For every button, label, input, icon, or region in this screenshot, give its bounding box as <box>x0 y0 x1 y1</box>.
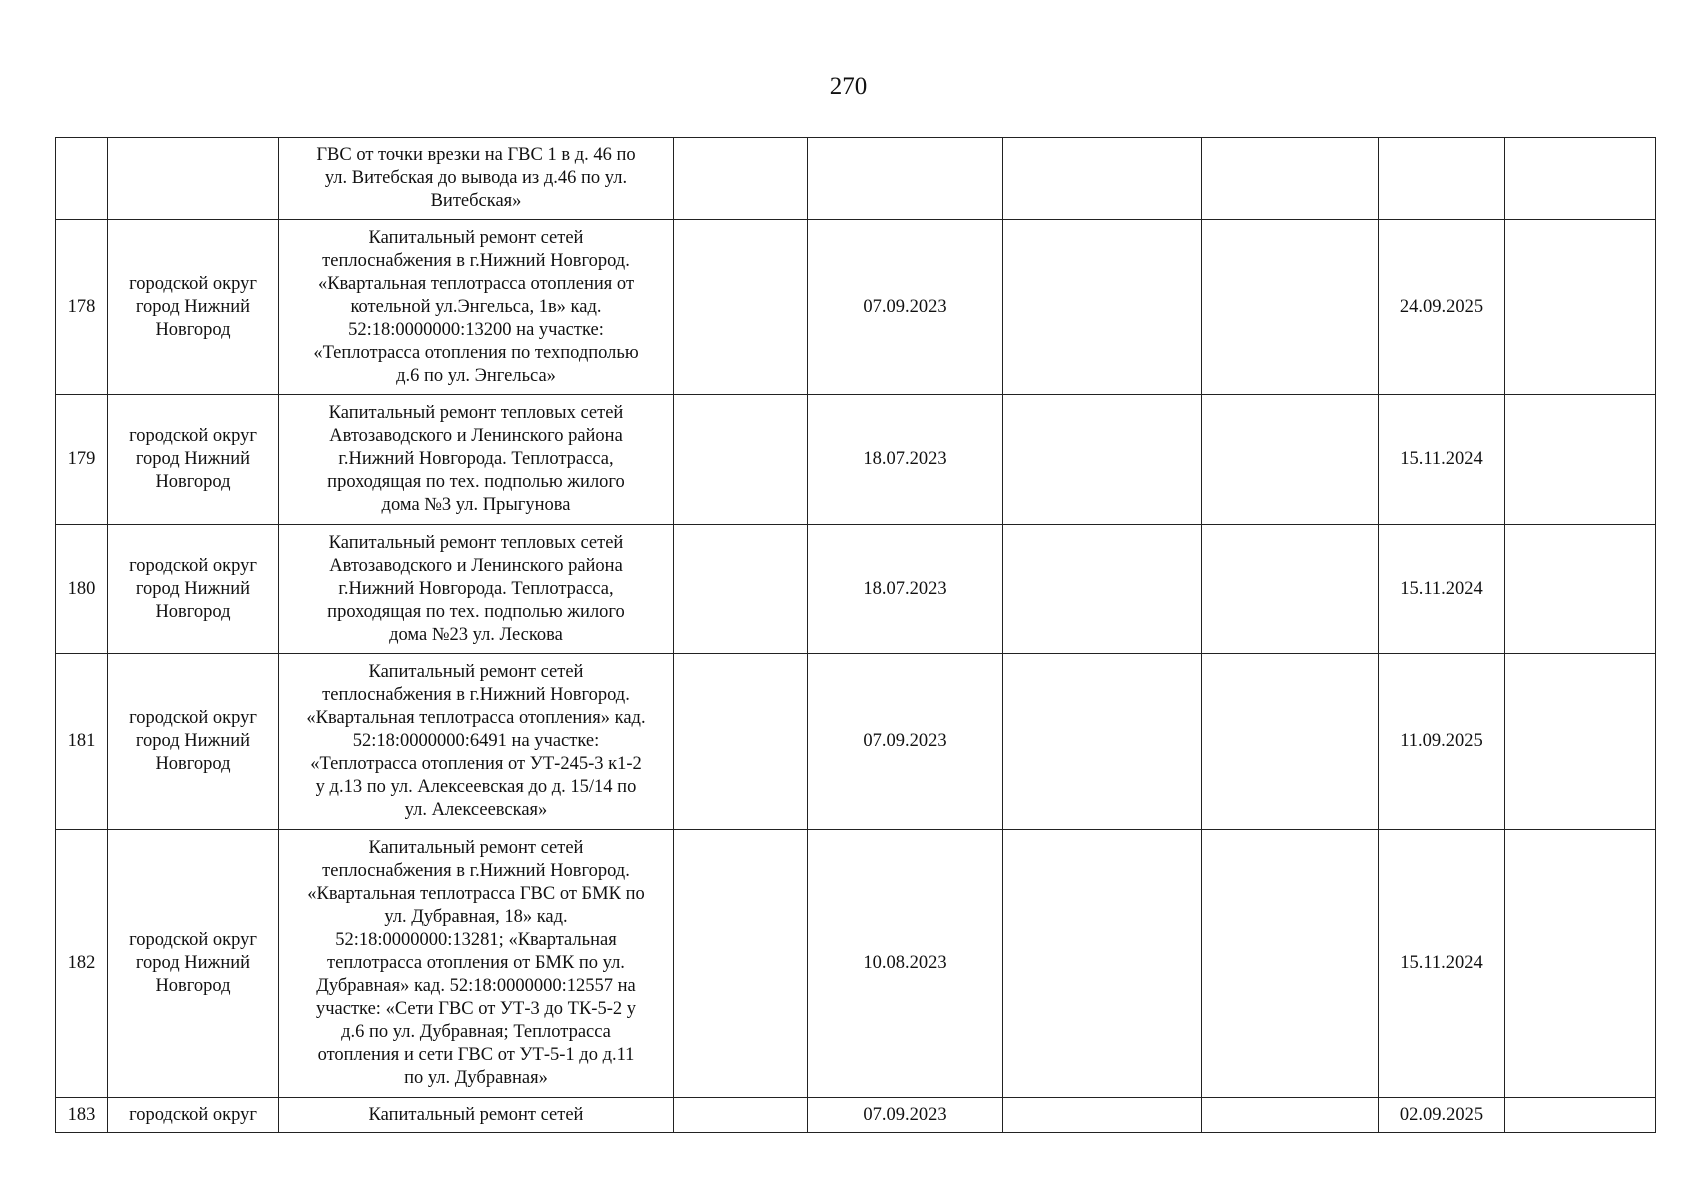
column-9-cell <box>1505 395 1656 525</box>
start-date-cell: 07.09.2023 <box>808 1098 1003 1133</box>
municipality-cell-line: городской округ <box>129 426 257 446</box>
municipality-cell <box>108 525 279 654</box>
table-row <box>56 395 1656 525</box>
table-row <box>56 654 1656 830</box>
work-description-cell-line: теплоснабжения в г.Нижний Новгород. <box>322 861 630 881</box>
start-date-cell: 18.07.2023 <box>808 525 1003 654</box>
work-description-cell-line: дома №23 ул. Лескова <box>389 624 563 645</box>
end-date-cell <box>1379 138 1505 220</box>
column-9-cell <box>1505 138 1656 220</box>
start-date-cell: 07.09.2023 <box>808 220 1003 395</box>
work-description-cell-line: Капитальный ремонт сетей <box>368 662 584 682</box>
municipality-cell-line: городской округ <box>129 273 257 294</box>
table-row <box>56 1098 1656 1133</box>
municipality-cell <box>108 1098 279 1133</box>
row-number-cell: 180 <box>56 525 108 654</box>
municipality-cell-line: Новгород <box>155 472 231 492</box>
work-description-cell-line: Капитальный ремонт тепловых сетей <box>328 532 624 553</box>
column-9-cell <box>1505 220 1656 395</box>
work-description-cell-line: проходящая по тех. подполью жилого <box>327 472 625 492</box>
municipality-cell-line: городской округ <box>129 1104 257 1125</box>
page-number: 270 <box>829 73 868 100</box>
column-6-cell <box>1003 830 1202 1098</box>
column-7-cell <box>1202 525 1379 654</box>
work-description-cell-line: дома №3 ул. Прыгунова <box>381 495 571 515</box>
work-description-cell-line: отопления и сети ГВС от УТ-5-1 до д.11 <box>317 1045 635 1065</box>
work-description-cell-line: ул. Дубравная, 18» кад. <box>384 907 568 927</box>
column-9-cell <box>1505 830 1656 1098</box>
column-6-cell <box>1003 138 1202 220</box>
end-date-cell: 11.09.2025 <box>1379 654 1505 830</box>
column-6-cell <box>1003 395 1202 525</box>
municipality-cell-line: город Нижний <box>135 578 251 599</box>
column-4-cell <box>674 395 808 525</box>
column-4-cell <box>674 830 808 1098</box>
end-date-cell: 15.11.2024 <box>1379 525 1505 654</box>
row-number-cell <box>56 138 108 220</box>
municipality-cell-line: город Нижний <box>135 731 251 751</box>
work-description-cell-line: теплотрасса отопления от БМК по ул. <box>327 953 625 973</box>
table-row <box>56 220 1656 395</box>
work-description-cell-line: котельной ул.Энгельса, 1в» кад. <box>350 296 602 317</box>
column-6-cell <box>1003 525 1202 654</box>
work-description-cell-line: теплоснабжения в г.Нижний Новгород. <box>322 250 630 271</box>
column-4-cell <box>674 220 808 395</box>
start-date-cell: 07.09.2023 <box>808 654 1003 830</box>
work-description-cell-line: г.Нижний Новгорода. Теплотрасса, <box>338 578 614 599</box>
municipality-cell-line: Новгород <box>155 601 231 622</box>
table-row <box>56 525 1656 654</box>
works-table <box>55 137 1656 1133</box>
work-description-cell-line: ул. Витебская до вывода из д.46 по ул. <box>324 168 628 188</box>
row-number-cell: 179 <box>56 395 108 525</box>
column-7-cell <box>1202 830 1379 1098</box>
work-description-cell <box>279 395 674 525</box>
start-date-cell: 10.08.2023 <box>808 830 1003 1098</box>
work-description-cell <box>279 138 674 220</box>
municipality-cell-line: городской округ <box>129 708 257 728</box>
work-description-cell-line: «Теплотрасса отопления по техподполью <box>313 342 639 363</box>
table-row <box>56 830 1656 1098</box>
work-description-cell-line: Капитальный ремонт тепловых сетей <box>328 403 624 423</box>
work-description-cell-line: участке: «Сети ГВС от УТ-3 до ТК-5-2 у <box>316 999 636 1019</box>
work-description-cell-line: у д.13 по ул. Алексеевская до д. 15/14 по <box>315 777 637 797</box>
work-description-cell-line: 52:18:0000000:13200 на участке: <box>348 319 604 340</box>
column-7-cell <box>1202 220 1379 395</box>
column-9-cell <box>1505 654 1656 830</box>
work-description-cell-line: Витебская» <box>430 191 522 211</box>
start-date-cell: 18.07.2023 <box>808 395 1003 525</box>
work-description-cell-line: «Квартальная теплотрасса отопления» кад. <box>306 708 646 728</box>
column-6-cell <box>1003 654 1202 830</box>
table-body <box>56 138 1656 1133</box>
work-description-cell-line: теплоснабжения в г.Нижний Новгород. <box>322 685 630 705</box>
work-description-cell-line: Капитальный ремонт сетей <box>368 838 584 858</box>
municipality-cell-line: город Нижний <box>135 449 251 469</box>
municipality-cell-line: город Нижний <box>135 953 251 973</box>
column-4-cell <box>674 654 808 830</box>
municipality-cell <box>108 395 279 525</box>
row-number-cell: 183 <box>56 1098 108 1133</box>
work-description-cell-line: д.6 по ул. Энгельса» <box>396 365 556 386</box>
work-description-cell-line: 52:18:0000000:13281; «Квартальная <box>335 930 617 950</box>
column-7-cell <box>1202 395 1379 525</box>
municipality-cell-line: Новгород <box>155 319 231 340</box>
work-description-cell <box>279 830 674 1098</box>
work-description-cell <box>279 1098 674 1133</box>
work-description-cell <box>279 654 674 830</box>
column-4-cell <box>674 1098 808 1133</box>
municipality-cell <box>108 654 279 830</box>
municipality-cell-line: Новгород <box>155 976 231 996</box>
row-number-cell: 181 <box>56 654 108 830</box>
end-date-cell: 15.11.2024 <box>1379 395 1505 525</box>
work-description-cell-line: д.6 по ул. Дубравная; Теплотрасса <box>341 1022 611 1042</box>
end-date-cell: 24.09.2025 <box>1379 220 1505 395</box>
municipality-cell-line: Новгород <box>155 754 231 774</box>
end-date-cell: 15.11.2024 <box>1379 830 1505 1098</box>
work-description-cell-line: г.Нижний Новгорода. Теплотрасса, <box>338 449 614 469</box>
work-description-cell-line: по ул. Дубравная» <box>404 1068 548 1088</box>
column-6-cell <box>1003 1098 1202 1133</box>
municipality-cell-line: город Нижний <box>135 296 251 317</box>
work-description-cell-line: Автозаводского и Ленинского района <box>329 555 623 576</box>
work-description-cell <box>279 220 674 395</box>
column-9-cell <box>1505 1098 1656 1133</box>
work-description-cell-line: ул. Алексеевская» <box>404 800 548 820</box>
work-description-cell-line: проходящая по тех. подполью жилого <box>327 601 625 622</box>
municipality-cell-line: городской округ <box>129 555 257 576</box>
column-4-cell <box>674 525 808 654</box>
work-description-cell-line: «Квартальная теплотрасса ГВС от БМК по <box>307 884 645 904</box>
work-description-cell-line: Дубравная» кад. 52:18:0000000:12557 на <box>316 976 636 996</box>
work-description-cell-line: «Теплотрасса отопления от УТ-245-3 к1-2 <box>310 754 642 774</box>
row-number-cell: 182 <box>56 830 108 1098</box>
row-number-cell: 178 <box>56 220 108 395</box>
column-6-cell <box>1003 220 1202 395</box>
work-description-cell-line: Капитальный ремонт сетей <box>368 1104 584 1125</box>
work-description-cell-line: ГВС от точки врезки на ГВС 1 в д. 46 по <box>316 145 636 165</box>
column-7-cell <box>1202 138 1379 220</box>
municipality-cell <box>108 220 279 395</box>
work-description-cell-line: «Квартальная теплотрасса отопления от <box>317 273 635 294</box>
table-row <box>56 138 1656 220</box>
column-7-cell <box>1202 1098 1379 1133</box>
municipality-cell <box>108 138 279 220</box>
work-description-cell-line: Капитальный ремонт сетей <box>368 227 584 248</box>
work-description-cell <box>279 525 674 654</box>
start-date-cell <box>808 138 1003 220</box>
column-7-cell <box>1202 654 1379 830</box>
work-description-cell-line: 52:18:0000000:6491 на участке: <box>352 731 600 751</box>
municipality-cell <box>108 830 279 1098</box>
end-date-cell: 02.09.2025 <box>1379 1098 1505 1133</box>
work-description-cell-line: Автозаводского и Ленинского района <box>329 426 623 446</box>
column-9-cell <box>1505 525 1656 654</box>
municipality-cell-line: городской округ <box>129 930 257 950</box>
column-4-cell <box>674 138 808 220</box>
